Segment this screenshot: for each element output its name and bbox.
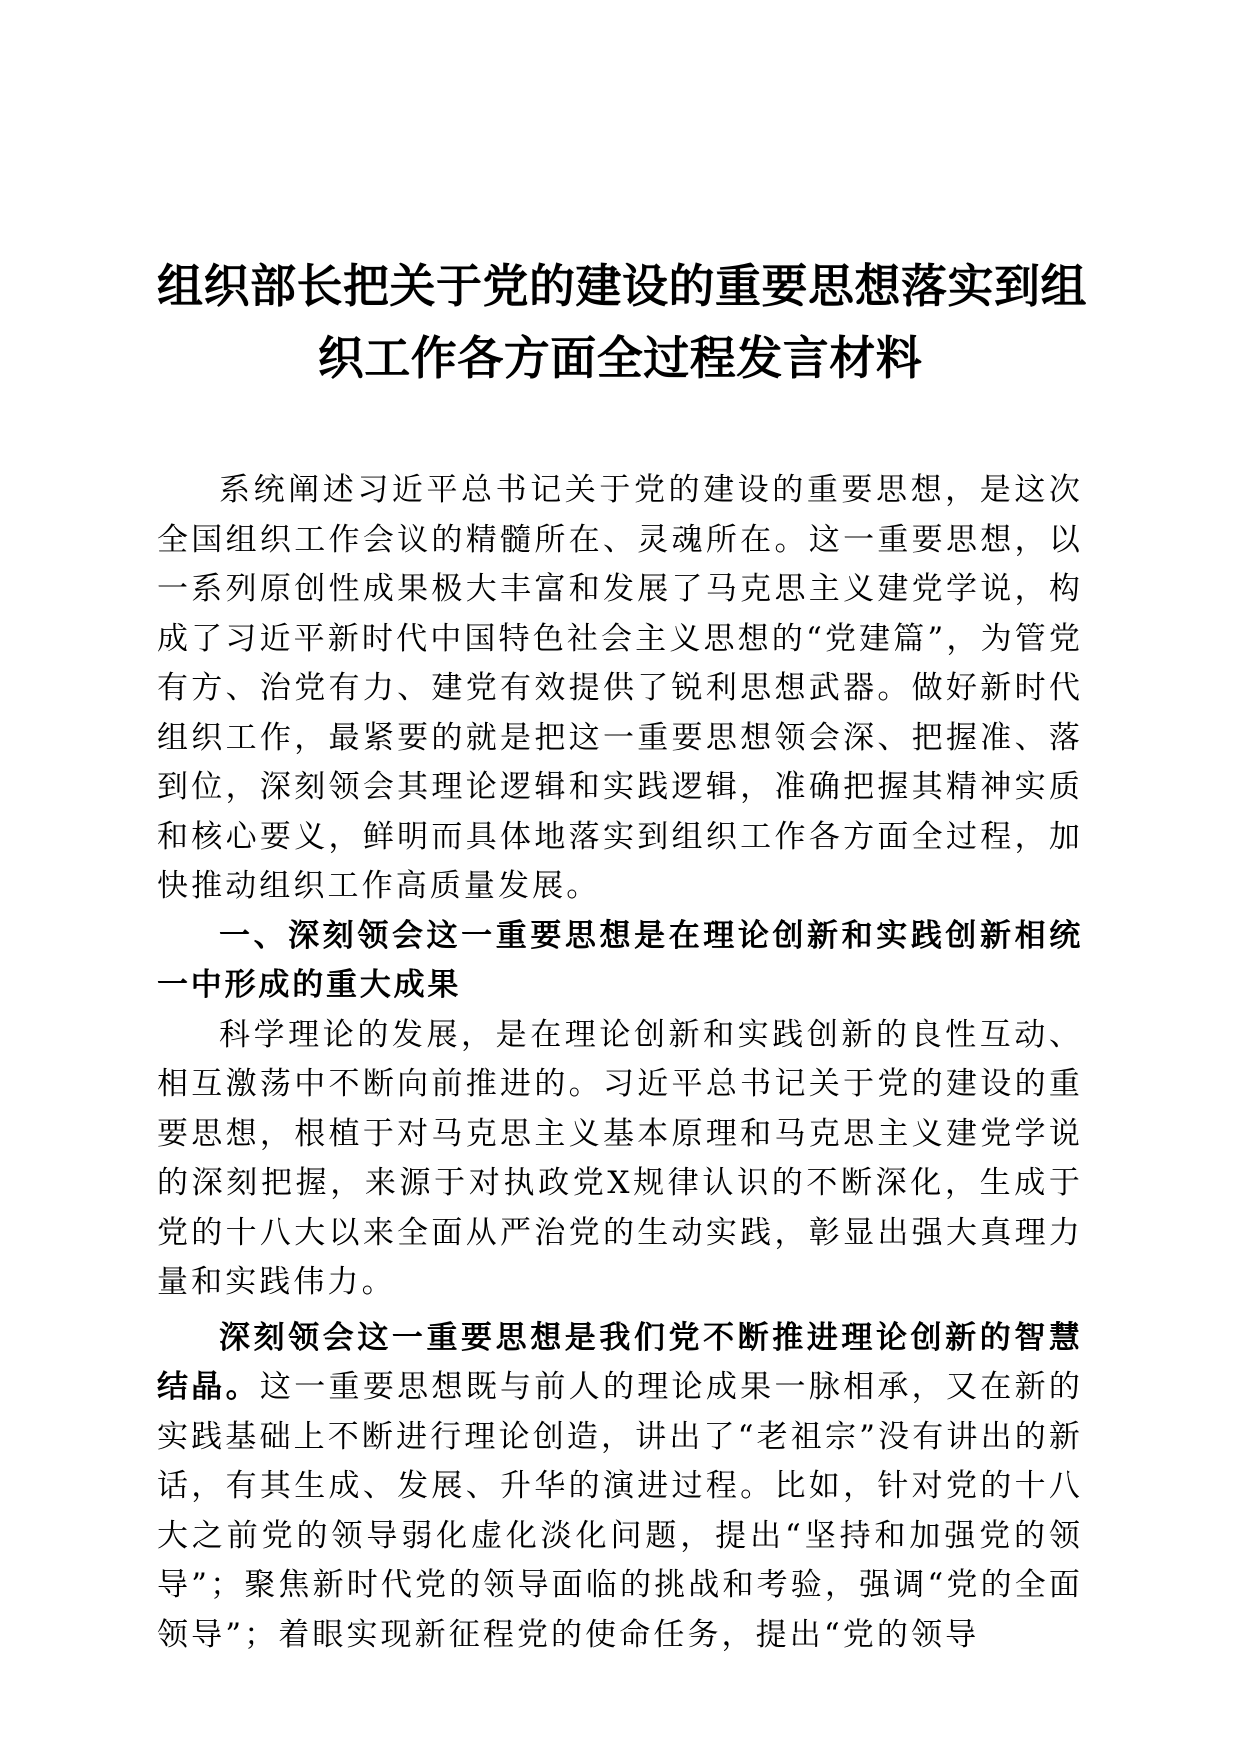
point-1-text: 这一重要思想既与前人的理论成果一脉相承，又在新的实践基础上不断进行理论创造，讲出了“老祖宗”没有讲出的新话，有其生成、发展、升华的演进过程。比如，针对党的十八大之前党的领导弱化虚化淡化问题，提出“坚持和加强党的领导”；聚焦新时代党的领导面临的挑战和考验，强调“党的全面领导”；着眼实现新征程党的使命任务，提出“党的领导 (157, 1369, 1083, 1653)
intro-paragraph: 系统阐述习近平总书记关于党的建设的重要思想，是这次全国组织工作会议的精髓所在、灵魂所在。这一重要思想，以一系列原创性成果极大丰富和发展了马克思主义建党学说，构成了习近平新时代中国特色社会主义思想的“党建篇”，为管党有方、治党有力、建党有效提供了锐利思想武器。做好新时代组织工作，最紧要的就是把这一重要思想领会深、把握准、落到位，深刻领会其理论逻辑和实践逻辑，准确把握其精神实质和核心要义，鲜明而具体地落实到组织工作各方面全过程，加快推动组织工作高质量发展。 (157, 472, 1083, 904)
section-1-paragraph: 科学理论的发展，是在理论创新和实践创新的良性互动、相互激荡中不断向前推进的。习近平总书记关于党的建设的重要思想，根植于对马克思主义基本原理和马克思主义建党学说的深刻把握，来源于对执政党X规律认识的不断深化，生成于党的十八大以来全面从严治党的生动实践，彰显出强大真理力量和实践伟力。 (157, 1016, 1083, 1300)
section-1-point-1 (157, 1314, 1083, 1661)
document-page (157, 250, 1087, 1660)
document-body (157, 466, 1083, 1660)
document-title (157, 250, 1087, 394)
section-1-heading: 一、深刻领会这一重要思想是在理论创新和实践创新相统一中形成的重大成果 (157, 917, 1083, 1003)
title-line-2: 织工作各方面全过程发言材料 (317, 331, 923, 385)
title-line-1: 组织部长把关于党的建设的重要思想落实到组 (157, 259, 1087, 313)
point-1-lead: 深刻领会这一重要思想是我们党不断推进理论创新的智慧结晶。 (157, 1319, 1083, 1405)
